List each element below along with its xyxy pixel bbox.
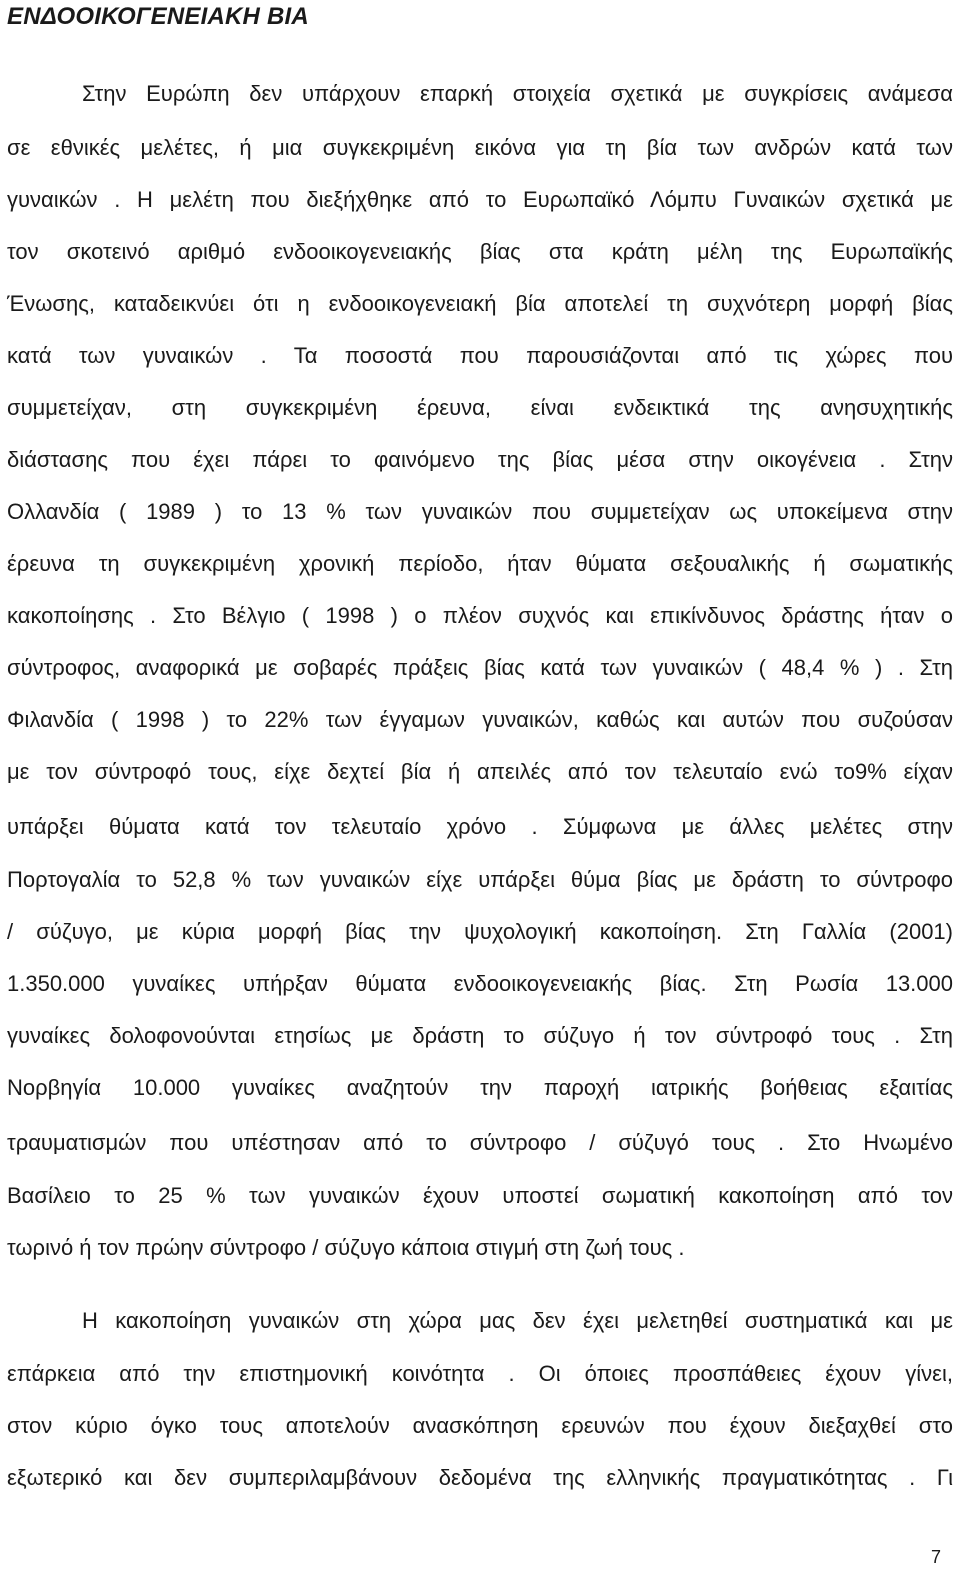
text-line: Ολλανδία ( 1989 ) το 13 % των γυναικών που συμμετείχαν ως υποκείμενα στην — [7, 499, 953, 524]
document-page — [7, 0, 953, 1575]
text-line: σύντροφος, αναφορικά με σοβαρές πράξεις βίας κατά των γυναικών ( 48,4 % ) . Στη — [7, 655, 953, 680]
text-line: διάστασης που έχει πάρει το φαινόμενο της βίας μέσα στην οικογένεια . Στην — [7, 447, 953, 472]
text-line: τον σκοτεινό αριθμό ενδοοικογενειακής βίας στα κράτη μέλη της Ευρωπαϊκής — [7, 239, 953, 264]
text-line: έρευνα τη συγκεκριμένη χρονική περίοδο, ήταν θύματα σεξουαλικής ή σωματικής — [7, 551, 953, 576]
text-line: στον κύριο όγκο τους αποτελούν ανασκόπηση ερευνών που έχουν διεξαχθεί στο — [7, 1413, 953, 1438]
text-line: τραυματισμών που υπέστησαν από το σύντροφο / σύζυγό τους . Στο Ηνωμένο — [7, 1130, 953, 1155]
text-line: γυναικών . Η μελέτη που διεξήχθηκε από το Ευρωπαϊκό Λόμπυ Γυναικών σχετικά με — [7, 187, 953, 212]
text-line: Η κακοποίηση γυναικών στη χώρα μας δεν έχει μελετηθεί συστηματικά και με — [82, 1308, 953, 1333]
text-line: / σύζυγο, με κύρια μορφή βίας την ψυχολογική κακοποίηση. Στη Γαλλία (2001) — [7, 919, 953, 944]
text-line: κακοποίησης . Στο Βέλγιο ( 1998 ) ο πλέον συχνός και επικίνδυνος δράστης ήταν ο — [7, 603, 953, 628]
text-line: κατά των γυναικών . Τα ποσοστά που παρουσιάζονται από τις χώρες που — [7, 343, 953, 368]
text-line: γυναίκες δολοφονούνται ετησίως με δράστη το σύζυγο ή τον σύντροφό τους . Στη — [7, 1023, 953, 1048]
text-line: εξωτερικό και δεν συμπεριλαμβάνουν δεδομένα της ελληνικής πραγματικότητας . Γι — [7, 1465, 953, 1490]
text-line: Πορτογαλία το 52,8 % των γυναικών είχε υπάρξει θύμα βίας με δράστη το σύντροφο — [7, 867, 953, 892]
page-number: 7 — [930, 1547, 941, 1567]
text-line: Φιλανδία ( 1998 ) το 22% των έγγαμων γυναικών, καθώς και αυτών που συζούσαν — [7, 707, 953, 732]
text-line: Ένωσης, καταδεικνύει ότι η ενδοοικογενειακή βία αποτελεί τη συχνότερη μορφή βίας — [7, 291, 953, 316]
text-line: Νορβηγία 10.000 γυναίκες αναζητούν την παροχή ιατρικής βοήθειας εξαιτίας — [7, 1075, 953, 1100]
section-title: ΕΝΔΟΟΙΚΟΓΕΝΕΙΑΚΗ ΒΙΑ — [7, 3, 309, 30]
text-line: υπάρξει θύματα κατά τον τελευταίο χρόνο . Σύμφωνα με άλλες μελέτες στην — [7, 814, 953, 839]
text-line: τωρινό ή τον πρώην σύντροφο / σύζυγο κάποια στιγμή στη ζωή τους . — [7, 1235, 685, 1260]
text-line: με τον σύντροφό τους, είχε δεχτεί βία ή απειλές από τον τελευταίο ενώ το9% είχαν — [7, 759, 953, 784]
text-line: Βασίλειο το 25 % των γυναικών έχουν υποστεί σωματική κακοποίηση από τον — [7, 1183, 953, 1208]
text-line: 1.350.000 γυναίκες υπήρξαν θύματα ενδοοικογενειακής βίας. Στη Ρωσία 13.000 — [7, 971, 953, 996]
text-line: Στην Ευρώπη δεν υπάρχουν επαρκή στοιχεία σχετικά με συγκρίσεις ανάμεσα — [82, 81, 953, 106]
text-line: επάρκεια από την επιστημονική κοινότητα . Οι όποιες προσπάθειες έχουν γίνει, — [7, 1361, 953, 1386]
text-line: συμμετείχαν, στη συγκεκριμένη έρευνα, είναι ενδεικτικά της ανησυχητικής — [7, 395, 953, 420]
text-line: σε εθνικές μελέτες, ή μια συγκεκριμένη εικόνα για τη βία των ανδρών κατά των — [7, 135, 953, 160]
